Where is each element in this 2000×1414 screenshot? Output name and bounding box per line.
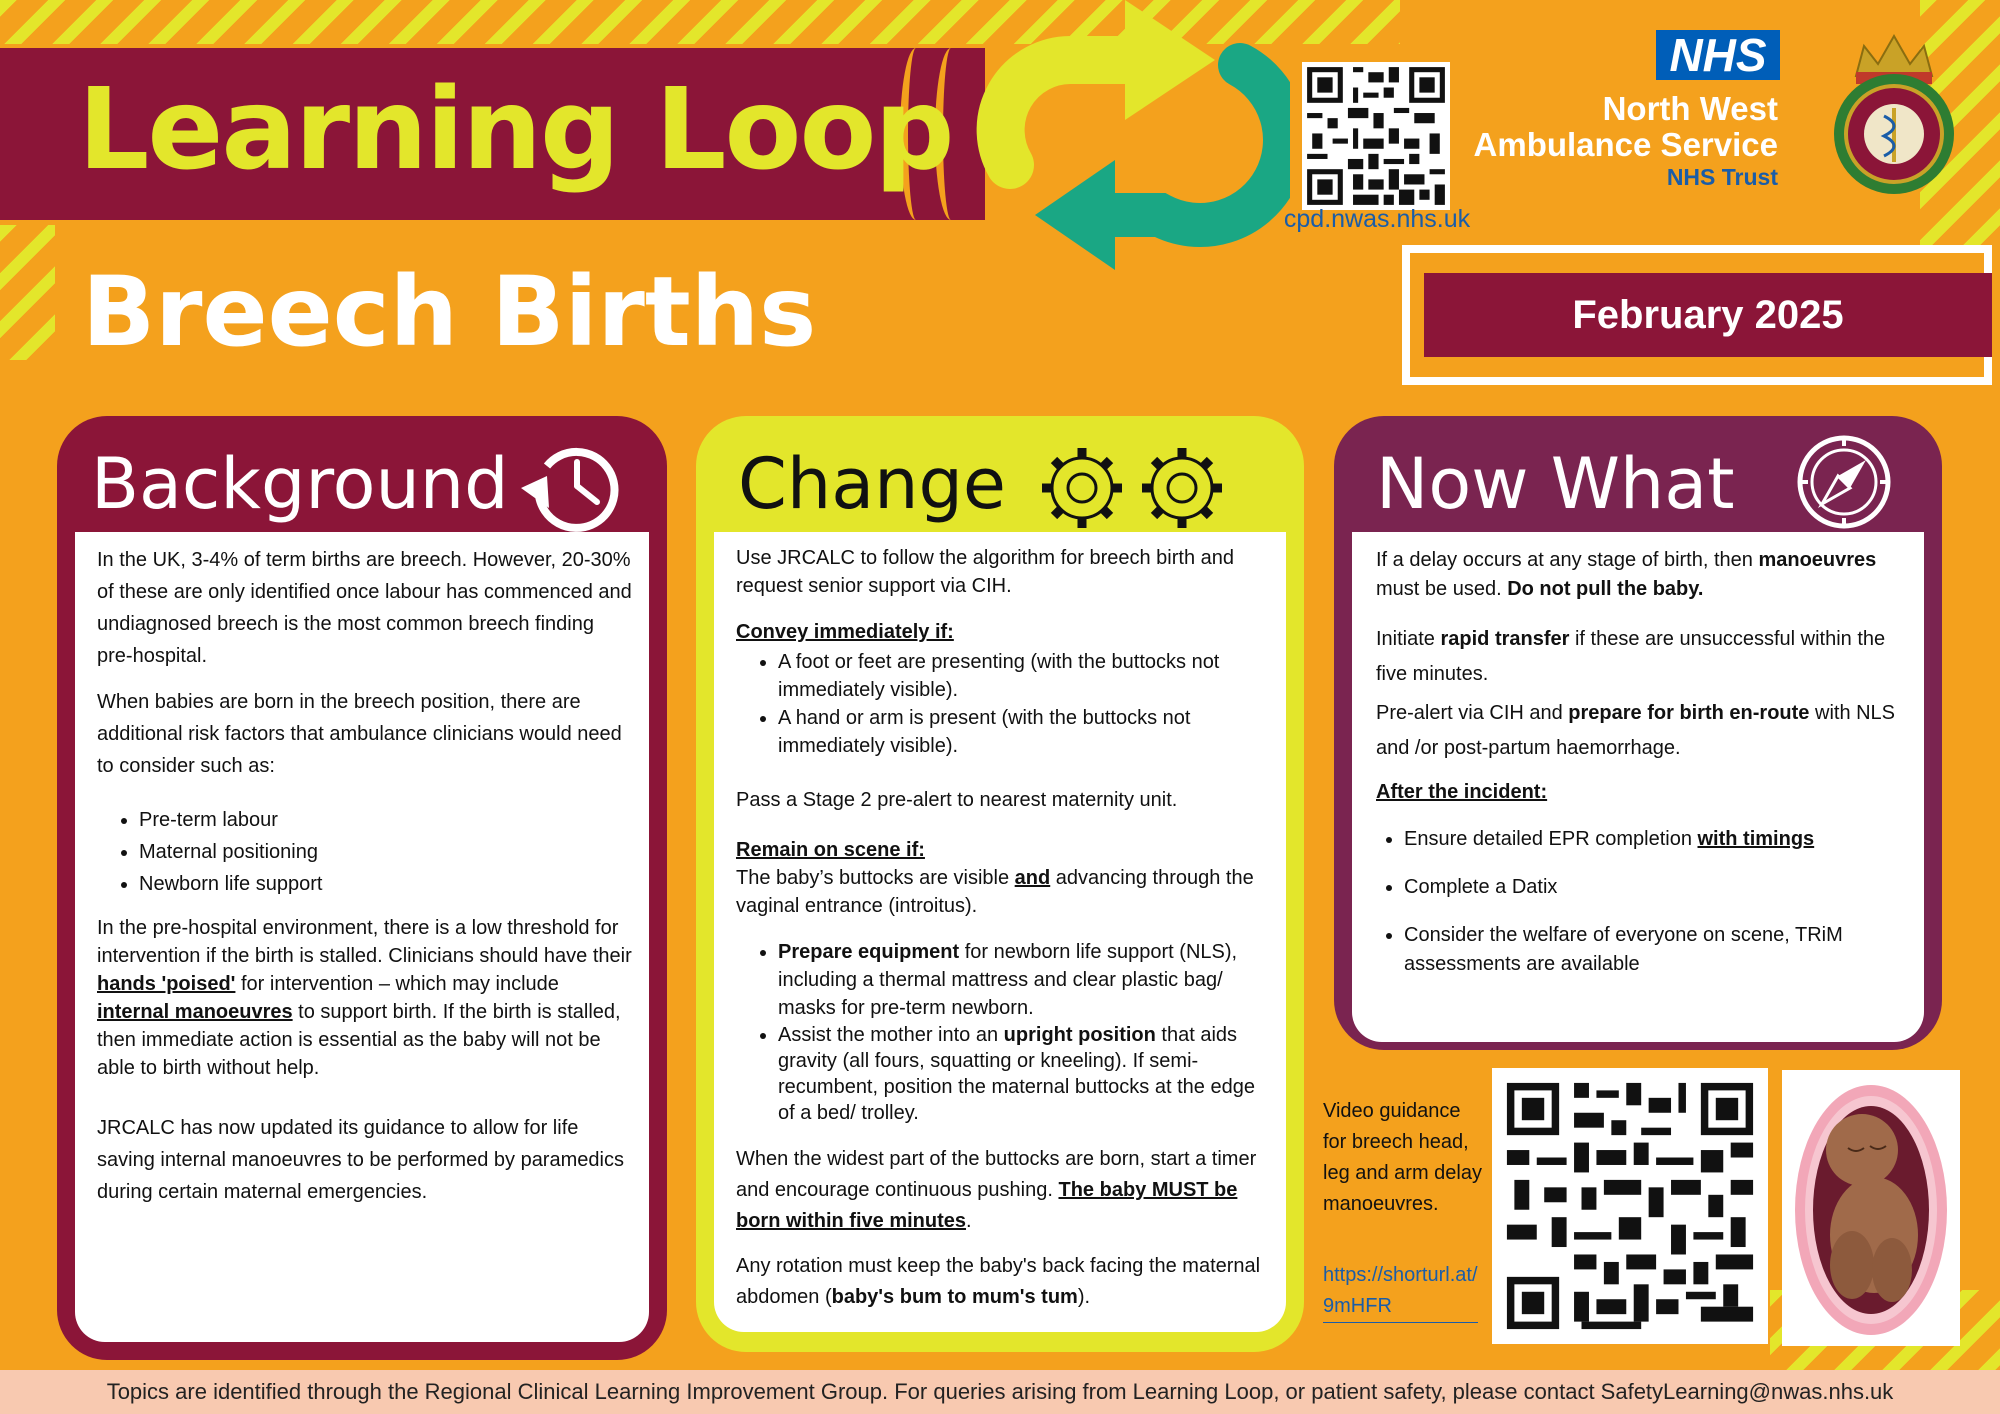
footer-text: Topics are identified through the Regional Clinical Learning Improvement Group. For queries arising from Learning Loop, or patient safety, please contact SafetyLearning@nwas.nhs.uk [106, 1379, 1894, 1404]
list-item: • Consider the welfare of everyone on scene, TRiM assessments are available [1404, 921, 1908, 979]
nhs-logo: NHS [1656, 30, 1780, 80]
list-item: • Assist the mother into an upright position that aids gravity (all fours, squatting or kneeling). If semi-recumbent, position the maternal buttocks at the edge of a bed/ trolley. [778, 1022, 1270, 1126]
org-trust: NHS Trust [1666, 164, 1778, 190]
now-what-body [1352, 532, 1924, 1042]
list-item: • A hand or arm is present (with the buttocks not immediately visible). [778, 704, 1270, 760]
remain-heading: Remain on scene if: [736, 839, 925, 861]
decorative-stripes-left [0, 225, 55, 360]
convey-heading: Convey immediately if: [736, 621, 954, 643]
background-title: Background [91, 443, 509, 525]
qr-code-video[interactable] [1492, 1068, 1768, 1344]
change-title: Change [738, 443, 1007, 525]
change-header [696, 416, 1304, 532]
footer [0, 1370, 2000, 1414]
background-paragraph: In the pre-hospital environment, there is a low threshold for intervention if the birth is stalled. Clinicians should have their hands 'poised' for intervention – which may include internal manoeuvres to support birth. If the birth is stalled, then immediate action is essential as the baby will not be able to birth without help. [97, 917, 632, 1079]
convey-list [736, 648, 1270, 760]
gears-icon [1034, 440, 1234, 536]
list-item: • Pre-term labour [139, 804, 633, 836]
change-paragraph: Any rotation must keep the baby's back facing the maternal abdomen (baby's bum to mum's tum). [736, 1255, 1261, 1308]
after-heading: After the incident: [1376, 781, 1548, 803]
list-item: • Complete a Datix [1404, 873, 1908, 902]
page-title: Learning Loop [78, 65, 953, 195]
list-item: • Prepare equipment for newborn life support (NLS), including a thermal mattress and clear plastic bag/ masks for pre-term newborn. [778, 938, 1270, 1022]
list-item: • Maternal positioning [139, 836, 633, 868]
now-what-paragraph: If a delay occurs at any stage of birth, then manoeuvres must be used. Do not pull the baby. [1376, 549, 1877, 600]
now-what-title: Now What [1376, 443, 1735, 525]
change-paragraph: The baby’s buttocks are visible and advancing through the vaginal entrance (introitus). [736, 867, 1254, 917]
breech-baby-illustration [1782, 1070, 1960, 1346]
change-body [714, 532, 1286, 1332]
video-guidance-text: Video guidance for breech head, leg and arm delay manoeuvres. [1323, 1100, 1482, 1215]
risk-factor-list [97, 804, 633, 900]
now-what-paragraph: Pre-alert via CIH and prepare for birth en-route with NLS and /or post-partum haemorrhage. [1376, 702, 1896, 759]
change-panel [696, 416, 1304, 1352]
video-guidance-link[interactable]: https://shorturl.at/9mHFR [1323, 1260, 1478, 1323]
history-clock-icon [517, 436, 627, 536]
cpd-url[interactable]: cpd.nwas.nhs.uk [1283, 205, 1471, 233]
now-what-panel [1334, 416, 1942, 1050]
background-paragraph: In the UK, 3-4% of term births are breech. However, 20-30% of these are only identified once labour has commenced and undiagnosed breech is the most common breech finding pre-hospital. [97, 549, 632, 667]
list-item: • Newborn life support [139, 868, 633, 900]
background-header [57, 416, 667, 532]
list-item: • A foot or feet are presenting (with the buttocks not immediately visible). [778, 648, 1270, 704]
background-paragraph: JRCALC has now updated its guidance to allow for life saving internal manoeuvres to be performed by paramedics during certain maternal emergencies. [97, 1117, 624, 1203]
ambulance-crest-icon [1826, 16, 1962, 204]
background-body [75, 532, 649, 1342]
remain-list [736, 938, 1270, 1126]
date-box [1402, 245, 1992, 385]
org-name-line2: Ambulance Service [1473, 126, 1778, 163]
now-what-paragraph: Initiate rapid transfer if these are unsuccessful within the five minutes. [1376, 628, 1886, 685]
qr-code-cpd[interactable] [1302, 62, 1450, 210]
refresh-loop-icon [950, 0, 1290, 280]
change-paragraph: Pass a Stage 2 pre-alert to nearest maternity unit. [736, 789, 1178, 811]
background-panel [57, 416, 667, 1360]
change-paragraph: When the widest part of the buttocks are born, start a timer and encourage continuous pushing. The baby MUST be born within five minutes. [736, 1148, 1257, 1232]
issue-date: February 2025 [1572, 292, 1844, 337]
org-name-line1: North West [1602, 90, 1778, 127]
now-what-header [1334, 416, 1942, 532]
background-paragraph: When babies are born in the breech position, there are additional risk factors that ambulance clinicians would need to consider such as: [97, 691, 622, 777]
after-list [1376, 825, 1908, 979]
change-paragraph: Use JRCALC to follow the algorithm for breech birth and request senior support via CIH. [736, 547, 1235, 597]
page-subtitle: Breech Births [82, 256, 817, 368]
list-item: • Ensure detailed EPR completion with timings [1404, 825, 1908, 854]
compass-icon [1794, 432, 1894, 532]
